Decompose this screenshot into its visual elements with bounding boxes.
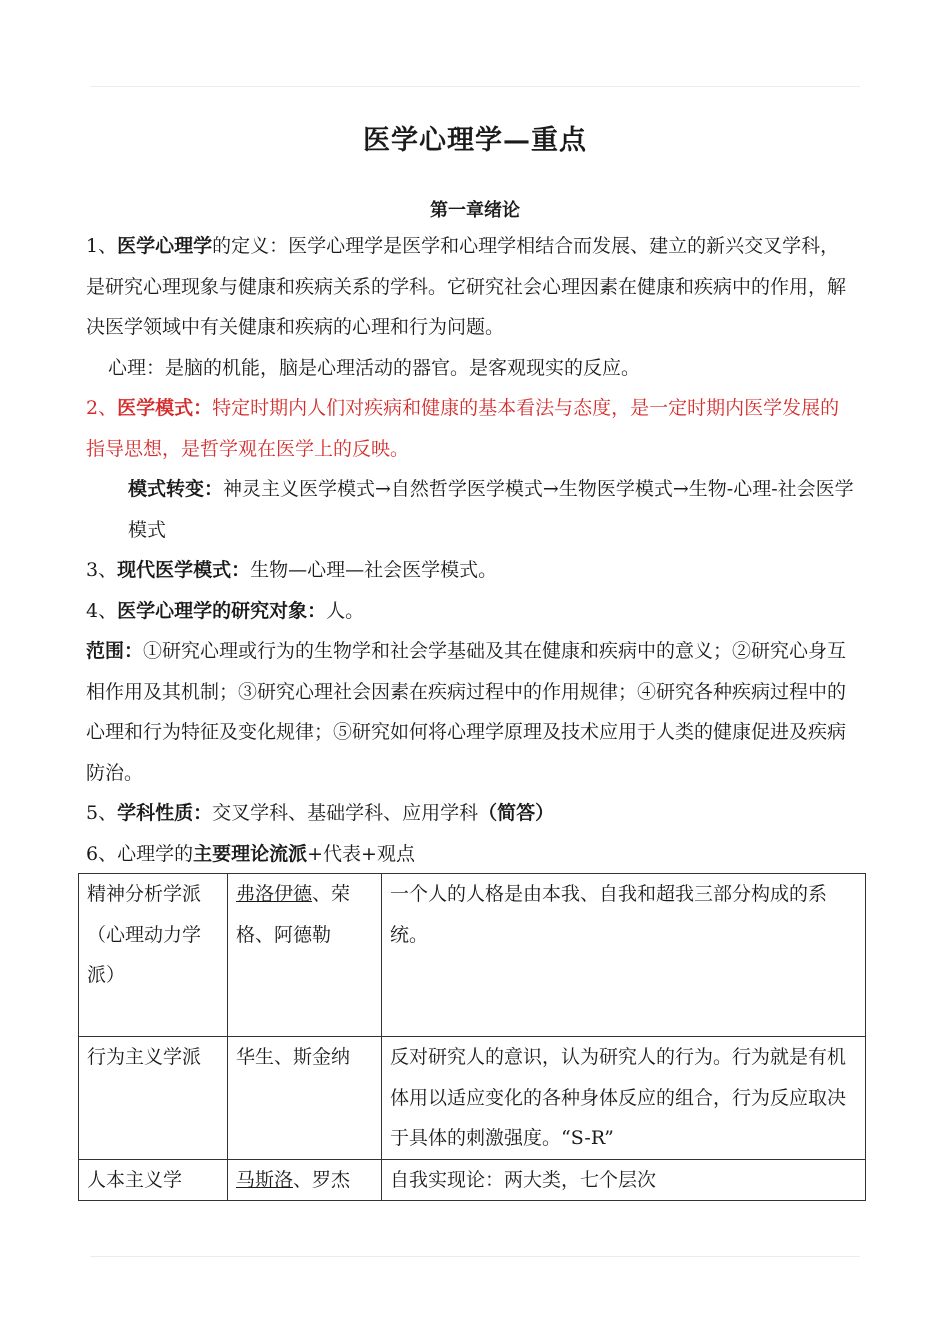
short-answer-tag: （简答） <box>478 802 555 824</box>
section-4-scope: 范围：①研究心理或行为的生物学和社会学基础及其在健康和疾病中的意义；②研究心身互相作用及其机制；③研究心理社会因素在疾病过程中的作用规律；④研究各种疾病过程中的心理和行为特征及变化规律；⑤研究如何将心理学原理及技术应用于人类的健康促进及疾病防治。 <box>86 640 847 784</box>
page-title: 医学心理学—重点 <box>363 125 587 156</box>
section-1-note: 心理：是脑的机能，脑是心理活动的器官。是客观现实的反应。 <box>108 356 641 379</box>
top-divider <box>90 86 860 87</box>
term-model-shift: 模式转变： <box>128 478 224 500</box>
school-cell: 行为主义学派 <box>79 1037 228 1160</box>
document-body <box>86 226 858 874</box>
representatives-cell: 弗洛伊德、荣格、阿德勒 <box>228 874 382 1037</box>
table-row <box>79 1159 866 1201</box>
viewpoint-cell: 一个人的人格是由本我、自我和超我三部分构成的系统。 <box>382 874 866 1037</box>
viewpoint-cell: 自我实现论：两大类，七个层次 <box>382 1159 866 1201</box>
table-row <box>79 874 866 1037</box>
term-medical-model: 医学模式： <box>117 397 213 419</box>
representatives-cell: 华生、斯金纳 <box>228 1037 382 1160</box>
school-cell: 精神分析学派 （心理动力学派） <box>79 874 228 1037</box>
psychology-schools-table <box>78 873 866 1201</box>
section-4-research-object: 4、医学心理学的研究对象：人。 <box>86 599 365 622</box>
representatives-cell: 马斯洛、罗杰 <box>228 1159 382 1201</box>
section-2-medical-model: 2、医学模式：特定时期内人们对疾病和健康的基本看法与态度，是一定时期内医学发展的指导思想，是哲学观在医学上的反映。 <box>86 397 840 460</box>
chapter-heading: 第一章绪论 <box>430 200 520 221</box>
section-3-modern-model: 3、现代医学模式：生物—心理—社会医学模式。 <box>86 559 498 581</box>
section-1-definition: 1、医学心理学的定义：医学心理学是医学和心理学相结合而发展、建立的新兴交叉学科，是研究心理现象与健康和疾病关系的学科。它研究社会心理因素在健康和疾病中的作用，解决医学领域中有关健康和疾病的心理和行为问题。 <box>86 235 847 338</box>
term-medical-psychology: 医学心理学 <box>117 235 213 257</box>
viewpoint-cell: 反对研究人的意识，认为研究人的行为。行为就是有机体用以适应变化的各种身体反应的组合，行为反应取决于具体的刺激强度。“S-R” <box>382 1037 866 1160</box>
bottom-divider <box>90 1256 860 1257</box>
section-6-schools-intro: 6、心理学的主要理论流派+代表+观点 <box>86 842 415 865</box>
section-5-discipline-nature: 5、学科性质：交叉学科、基础学科、应用学科（简答） <box>86 802 555 824</box>
table-row <box>79 1037 866 1160</box>
school-cell: 人本主义学 <box>79 1159 228 1201</box>
section-2-model-shift: 模式转变：神灵主义医学模式→自然哲学医学模式→生物医学模式→生物-心理-社会医学模式 <box>128 478 854 541</box>
